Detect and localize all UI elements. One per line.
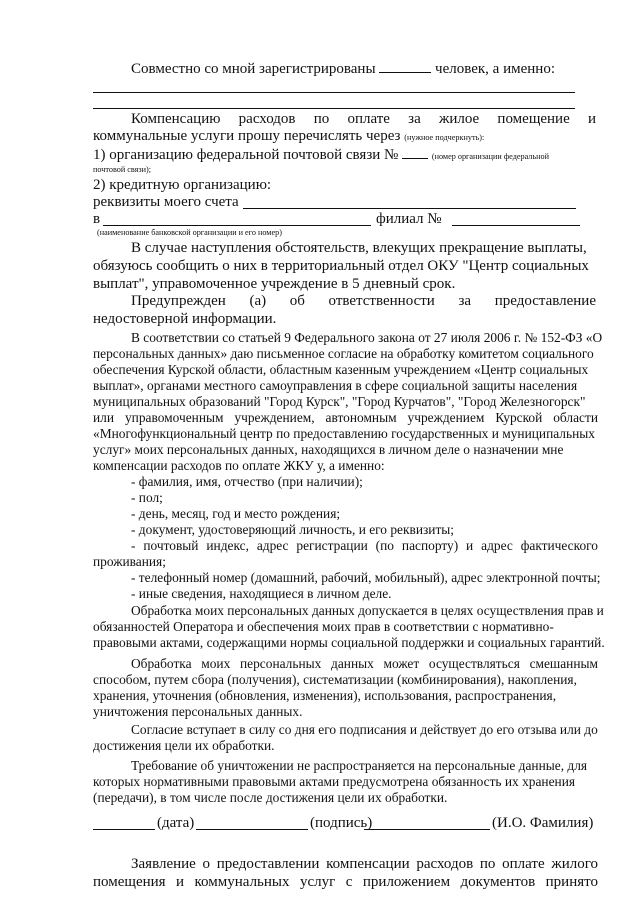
purpose-line-2: обязанностей Оператора и обеспечения моих прав в соответствии с нормативно-: [93, 619, 554, 634]
data-item-address-cont: проживания;: [93, 554, 166, 569]
consent-line-3: обеспечения Курской области, областным казенным учреждением «Центр социальных: [93, 362, 589, 377]
compensation-line-2: коммунальные услуги прошу перечислять через (нужное подчеркнуть):: [93, 128, 485, 144]
consent-line-5: муниципальных образований "Город Курск", "Город Курчатов", "Город Железногорск": [93, 394, 586, 409]
date-blank[interactable]: [93, 829, 155, 830]
registered-line: Совместно со мной зарегистрированы человек, а именно:: [131, 61, 555, 77]
validity-line-2: достижения цели их обработки.: [93, 738, 275, 753]
registered-names-line-1[interactable]: [93, 92, 575, 93]
name-caption: (И.О. Фамилия): [492, 815, 594, 831]
method-line-1: Обработка моих персональных данных может осуществляться смешанным: [131, 656, 598, 671]
bank-name-blank[interactable]: [103, 225, 371, 226]
acceptance-line-1: Заявление о предоставлении компенсации расходов по оплате жилого: [131, 856, 598, 872]
consent-line-2: персональных данных» даю письменное согласие на обработку комитетом социального: [93, 346, 594, 361]
signature-caption: (подпись): [310, 815, 373, 831]
consent-line-7: «Многофункциональный центр по предоставлению государственных и муниципальных: [93, 426, 595, 441]
consent-line-4: выплат», органами местного самоуправления в сфере социальной защиты населения: [93, 378, 578, 393]
bank-option: 2) кредитную организацию:: [93, 177, 272, 193]
signature-blank[interactable]: [196, 829, 308, 830]
consent-line-9: компенсации расходов по оплате ЖКУ у, а именно:: [93, 458, 385, 473]
data-item-document: - документ, удостоверяющий личность, и его реквизиты;: [131, 522, 455, 537]
postal-option-note: почтовой связи);: [93, 165, 152, 174]
data-item-other: - иные сведения, находящиеся в личном деле.: [131, 586, 392, 601]
bank-note: (наименование банковской организации и его номер): [97, 228, 282, 237]
method-line-2: способом, путем сбора (получения), систематизации (комбинирования), накопления,: [93, 672, 577, 687]
method-line-4: уничтожения персональных данных.: [93, 704, 303, 719]
registered-count-blank[interactable]: [379, 60, 431, 73]
data-item-name: - фамилия, имя, отчество (при наличии);: [131, 474, 363, 489]
warned-line-2: недостоверной информации.: [93, 311, 277, 327]
validity-line-1: Согласие вступает в силу со дня его подписания и действует до его отзыва или до: [131, 722, 598, 737]
account-line: реквизиты моего счета: [93, 194, 239, 210]
obligation-line-1: В случае наступления обстоятельств, влекущих прекращение выплаты,: [131, 240, 587, 256]
date-caption: (дата): [157, 815, 195, 831]
destruction-line-1: Требование об уничтожении не распространяется на персональные данные, для: [131, 758, 588, 773]
compensation-line-1: Компенсацию расходов по оплате за жилое помещение и: [131, 111, 596, 127]
branch-number-blank[interactable]: [452, 225, 580, 226]
postal-number-blank[interactable]: [402, 146, 428, 159]
destruction-line-3: (передачи), в том числе после достижения цели их обработки.: [93, 790, 448, 805]
warned-line-1: Предупрежден (а) об ответственности за предоставление: [131, 293, 596, 309]
purpose-line-1: Обработка моих персональных данных допускается в целях осуществления прав и: [131, 603, 604, 618]
method-line-3: хранения, уточнения (обновления, изменения), использования, распространения,: [93, 688, 557, 703]
obligation-line-3: выплат", управомоченное учреждение в 5 дневный срок.: [93, 276, 456, 292]
bank-name-line: в: [93, 211, 101, 227]
consent-line-1: В соответствии со статьей 9 Федерального закона от 27 июля 2006 г. № 152-ФЗ «О: [131, 330, 603, 345]
account-blank[interactable]: [243, 208, 576, 209]
obligation-line-2: обязуюсь сообщить о них в территориальный отдел ОКУ "Центр социальных: [93, 258, 589, 274]
full-name-blank[interactable]: [364, 829, 490, 830]
postal-option: 1) организацию федеральной почтовой связи № (номер организации федеральной: [93, 147, 549, 163]
registered-names-line-2[interactable]: [93, 108, 575, 109]
consent-line-6: или управомоченным учреждением, автономным учреждением Курской области: [93, 410, 598, 425]
data-item-phone: - телефонный номер (домашний, рабочий, мобильный), адрес электронной почты;: [131, 570, 601, 585]
consent-line-8: услуг» моих персональных данных, находящихся в личном деле о назначении мне: [93, 442, 564, 457]
data-item-birth: - день, месяц, год и место рождения;: [131, 506, 341, 521]
purpose-line-3: правовыми актами, содержащими нормы социальной поддержки и социальных гарантий.: [93, 635, 605, 650]
branch-label: филиал №: [376, 211, 442, 227]
destruction-line-2: которых нормативными правовыми актами предусмотрена обязанность их хранения: [93, 774, 576, 789]
data-item-address: - почтовый индекс, адрес регистрации (по паспорту) и адрес фактического: [131, 538, 598, 553]
data-item-sex: - пол;: [131, 490, 163, 505]
acceptance-line-2: помещения и коммунальных услуг с приложением документов принято: [93, 874, 598, 890]
